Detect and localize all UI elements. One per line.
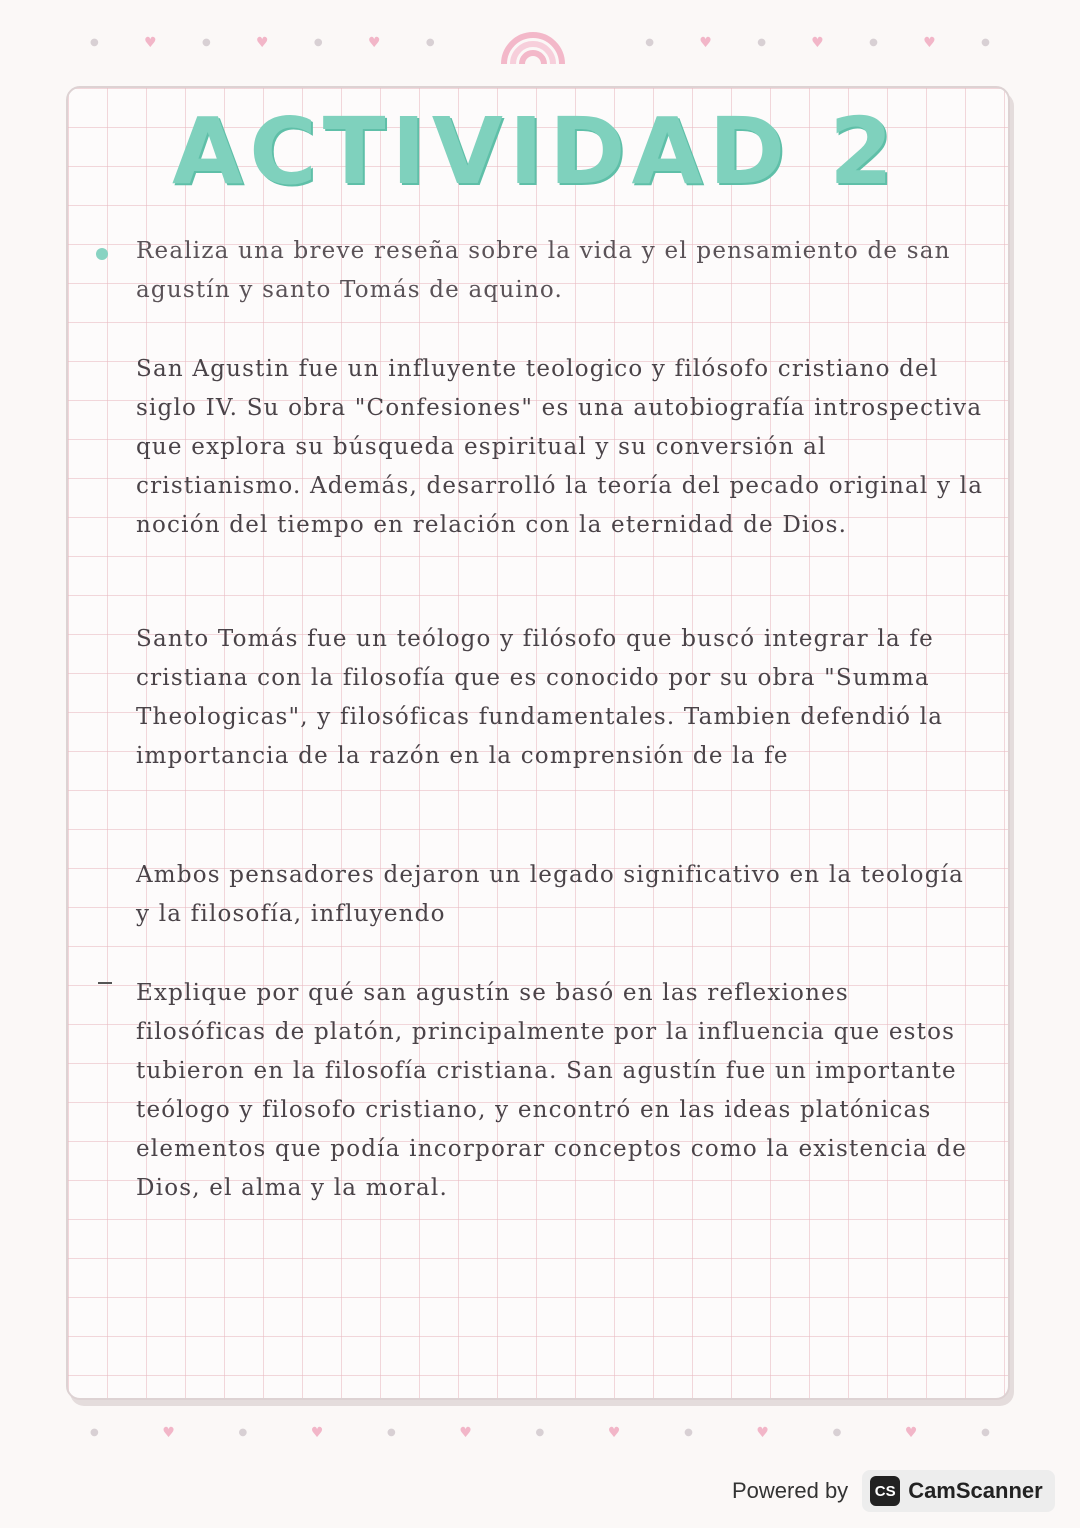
dot-icon: ●	[757, 37, 766, 48]
dot-icon: ●	[313, 37, 323, 48]
dot-icon: ●	[238, 1427, 248, 1438]
page-title: ACTIVIDAD 2	[172, 98, 900, 205]
heart-icon: ♥	[756, 1425, 769, 1441]
question-2-answer: Explique por qué san agustín se basó en las reflexiones filosóficas de platón, principalmente por la influencia que estos tubieron en la filosofía cristiana. San agustín fue un importante teólogo y filosofo cristiano, y encontró en las ideas platónicas elementos que podía incorporar conceptos como la existencia de Dios, el alma y la moral.	[136, 980, 968, 1201]
dot-icon: ●	[387, 1427, 396, 1438]
heart-icon: ♥	[699, 35, 712, 51]
camscanner-watermark	[732, 1470, 1055, 1512]
bullet-dot	[96, 248, 108, 260]
heart-icon: ♥	[923, 35, 936, 51]
camscanner-logo-icon: CS	[870, 1476, 900, 1506]
heart-icon: ♥	[144, 35, 157, 51]
powered-by-label: Powered by	[732, 1478, 849, 1503]
dot-icon: ●	[981, 1427, 990, 1438]
dot-icon: ●	[535, 1427, 545, 1438]
dot-icon: ●	[90, 37, 99, 48]
heart-icon: ♥	[256, 35, 269, 51]
dot-icon: ●	[869, 37, 878, 48]
dot-icon: ●	[201, 37, 211, 48]
dot-icon: ●	[90, 1427, 99, 1438]
camscanner-brand: CamScanner	[908, 1478, 1043, 1503]
rainbow-icon	[498, 18, 568, 66]
heart-icon: ♥	[367, 35, 381, 51]
dot-icon: ●	[832, 1427, 842, 1438]
answer-1-paragraph-2: Santo Tomás fue un teólogo y filósofo que buscó integrar la fe cristiana con la filosofía que es conocido por su obra "Summa Theologicas", y filosóficas fundamentales. Tambien defendió la importancia de la razón en la comprensión de la fe	[136, 626, 944, 769]
dot-icon: ●	[981, 37, 990, 48]
camscanner-badge	[862, 1470, 1055, 1512]
answer-1-paragraph-3: Ambos pensadores dejaron un legado significativo en la teología y la filosofía, influyendo	[136, 862, 965, 927]
question-1: Realiza una breve reseña sobre la vida y el pensamiento de san agustín y santo Tomás de aquino.	[136, 238, 951, 303]
heart-icon: ♥	[607, 1425, 621, 1441]
bullet-dash	[98, 982, 112, 984]
bottom-decoration-row	[90, 1418, 990, 1448]
heart-icon: ♥	[162, 1425, 175, 1441]
heart-icon: ♥	[459, 1425, 472, 1441]
dot-icon: ●	[425, 37, 435, 48]
heart-icon: ♥	[904, 1425, 918, 1441]
dot-icon: ●	[645, 37, 654, 48]
heart-icon: ♥	[310, 1425, 324, 1441]
answer-1-paragraph-1: San Agustin fue un influyente teologico y filósofo cristiano del siglo IV. Su obra "Confesiones" es una autobiografía introspectiva que explora su búsqueda espiritual y su conversión al cristianismo. Además, desarrolló la teoría del pecado original y la noción del tiempo en relación con la eternidad de Dios.	[136, 356, 984, 538]
heart-icon: ♥	[811, 35, 824, 51]
dot-icon: ●	[684, 1427, 693, 1438]
